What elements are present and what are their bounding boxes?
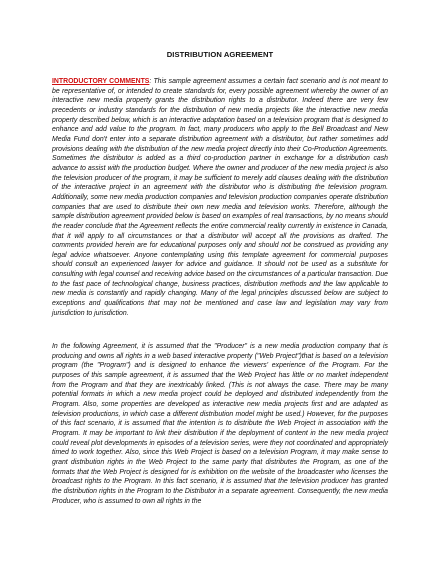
introductory-comments-text: : This sample agreement assumes a certain fact scenario and is not meant to be representative of, or intended to create standards for, every possible agreement whereby the owner of an interactive new media property grants the distribution rights to a distributor. Indeed there are very few precedents or industry standards for the distribution of new media projects like the interactive new media property described below, which is an interactive adaptation based on a television program that is designed to enhance and add value to the program. In fact, many producers who apply to the Bell Broadcast and New Media Fund don't enter into a separate distribution agreement with a distributor, but rather sometimes add provisions dealing with the distribution of the new media project directly into their Co-Production Agreements. Sometimes the distributor is added as a third co-production partner in exchange for a distribution cash advance to assist with the production budget. Where the owner and producer of the new media project is also the television producer of the program, it may be sufficient to merely add clauses dealing with the distribution of the interactive project in an agreement with the distributor who is distributing the television program. Additionally, some new media production companies and television production companies operate distribution companies that are used to distribute their own new media and television works. Therefore, although the sample distribution agreement provided below is based on examples of real transactions, by no means should the reader conclude that the Agreement reflects the entire commercial reality currently in existence in Canada, that it will apply to all circumstances or that a distributor will accept all the provisions as drafted. The comments provided herein are for educational purposes only and should not be construed as providing any legal advice whatsoever. Anyone contemplating using this template agreement for commercial purposes should consult an experienced lawyer for advice and guidance. It should not be used as a substitute for consulting with legal counsel and receiving advice based on the circumstances of a particular transaction. Due to the fast pace of technological change, business practices, distribution methods and the law applicable to new media is constantly and rapidly changing. Many of the legal principles discussed below are subject to exceptions and qualifications that may not be mentioned and case law and legislation may vary from jurisdiction to jurisdiction.	[52, 78, 388, 317]
document-title: DISTRIBUTION AGREEMENT	[166, 50, 274, 59]
introductory-comments-paragraph	[52, 77, 388, 318]
introductory-comments-heading: INTRODUCTORY COMMENTS	[52, 78, 150, 85]
agreement-assumptions-paragraph: In the following Agreement, it is assumed that the "Producer" is a new media production company that is producing and owns all rights in a web based interactive property ("Web Project")that is based on a television program (the "Program") and is designed to enhance the viewers' experience of the Program. For the purposes of this sample agreement, it is assumed that the Web Project has little or no market independent from the Program and that they are inextricably linked. (This is not always the case. There may be many potential formats in which a new media project could be deployed and distributed independently from the Program. Also, some properties are developed as interactive new media projects first and are adapted as television productions, in which case a different distribution model might be used.) However, for the purposes of this fact scenario, it is assumed that the intention is to distribute the Web Project in association with the Program. It may be important to link their distribution if the deployment of content in the new media project could reveal plot developments in episodes of a television series, were they not coordinated and appropriately timed to work together. Also, since this Web Project is based on a television Program, it may make sense to grant distribution rights in the Web Project to the same party that distributes the Program, as one of the formats that the Web Project is designed for is exhibition on the website of the broadcaster who licenses the broadcast rights to the Program. In this fact scenario, it is assumed that the television producer has granted the distribution rights in the Program to the Distributor in a separate agreement. Consequently, the new media Producer, who is assumed to own all rights in the	[52, 343, 388, 505]
